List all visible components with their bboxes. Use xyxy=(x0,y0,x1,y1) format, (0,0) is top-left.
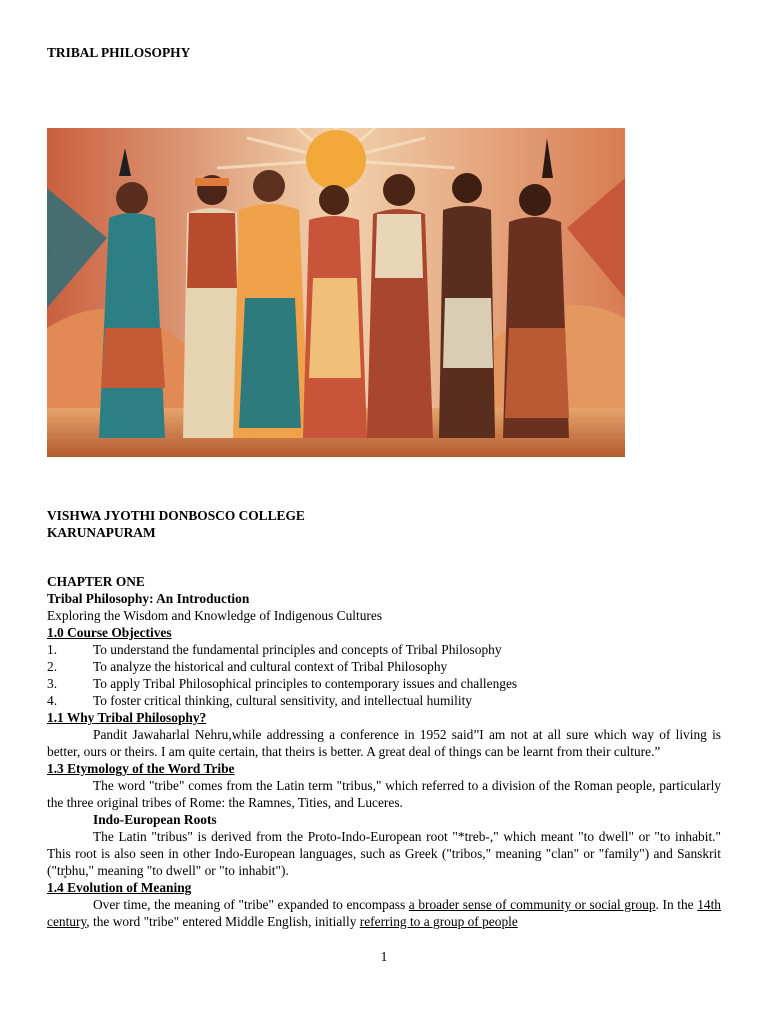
section-heading-1-1: 1.1 Why Tribal Philosophy? xyxy=(47,710,207,725)
chapter-label: CHAPTER ONE xyxy=(47,574,145,589)
chapter-body xyxy=(47,573,721,930)
subheading-indo-european: Indo-European Roots xyxy=(93,812,217,827)
underlined-phrase: 14th century xyxy=(47,897,721,929)
list-item-text: To understand the fundamental principles and concepts of Tribal Philosophy xyxy=(93,642,502,657)
page-number: 1 xyxy=(380,949,388,964)
section-heading-1-0: 1.0 Course Objectives xyxy=(47,625,172,640)
list-item xyxy=(47,658,721,675)
text-run: . In the xyxy=(655,897,698,912)
section-heading-1-3: 1.3 Etymology of the Word Tribe xyxy=(47,761,235,776)
paragraph-1-4 xyxy=(47,896,721,930)
list-item-text: To analyze the historical and cultural context of Tribal Philosophy xyxy=(93,659,448,674)
list-item xyxy=(47,692,721,709)
paragraph-1-1: Pandit Jawaharlal Nehru,while addressing a conference in 1952 said”I am not at all sure which way of living is better, ours or theirs. I am quite certain, that theirs is better. A great deal of things can be learnt from their culture.” xyxy=(47,727,721,759)
list-item-text: To apply Tribal Philosophical principles to contemporary issues and challenges xyxy=(93,676,518,691)
paragraph-indo-european: The Latin "tribus" is derived from the Proto-Indo-European root "*treb-," which meant "to dwell" or "to inhabit." This root is also seen in other Indo-European languages, such as Greek ("tribos," meaning "clan" or "family") and Sanskrit ("tr̥bhu," meaning "to dwell" or "to inhabit"). xyxy=(47,829,721,878)
section-heading-1-4: 1.4 Evolution of Meaning xyxy=(47,880,192,895)
list-item-number: 1. xyxy=(47,642,58,657)
college-name xyxy=(47,507,305,541)
text-run: , the word "tribe" entered Middle English, initially xyxy=(86,914,360,929)
paragraph-1-3: The word "tribe" comes from the Latin term "tribus," which referred to a division of the Roman people, particularly the three original tribes of Rome: the Ramnes, Tities, and Luceres. xyxy=(47,778,721,810)
objectives-list xyxy=(47,641,721,709)
underlined-phrase: referring to a group of people xyxy=(359,914,518,929)
list-item-text: To foster critical thinking, cultural sensitivity, and intellectual humility xyxy=(93,693,472,708)
chapter-title: Tribal Philosophy: An Introduction xyxy=(47,591,250,606)
list-item xyxy=(47,641,721,658)
tribal-figures-illustration-icon xyxy=(47,128,625,457)
list-item-number: 2. xyxy=(47,659,58,674)
list-item xyxy=(47,675,721,692)
college-line-2: KARUNAPURAM xyxy=(47,525,156,540)
document-title: TRIBAL PHILOSOPHY xyxy=(47,45,191,60)
list-item-number: 4. xyxy=(47,693,58,708)
chapter-subtitle: Exploring the Wisdom and Knowledge of Indigenous Cultures xyxy=(47,608,383,623)
text-run: Over time, the meaning of "tribe" expanded to encompass xyxy=(93,897,409,912)
cover-image xyxy=(47,128,625,457)
underlined-phrase: a broader sense of community or social group xyxy=(408,897,656,912)
list-item-number: 3. xyxy=(47,676,58,691)
college-line-1: VISHWA JYOTHI DONBOSCO COLLEGE xyxy=(47,508,305,523)
